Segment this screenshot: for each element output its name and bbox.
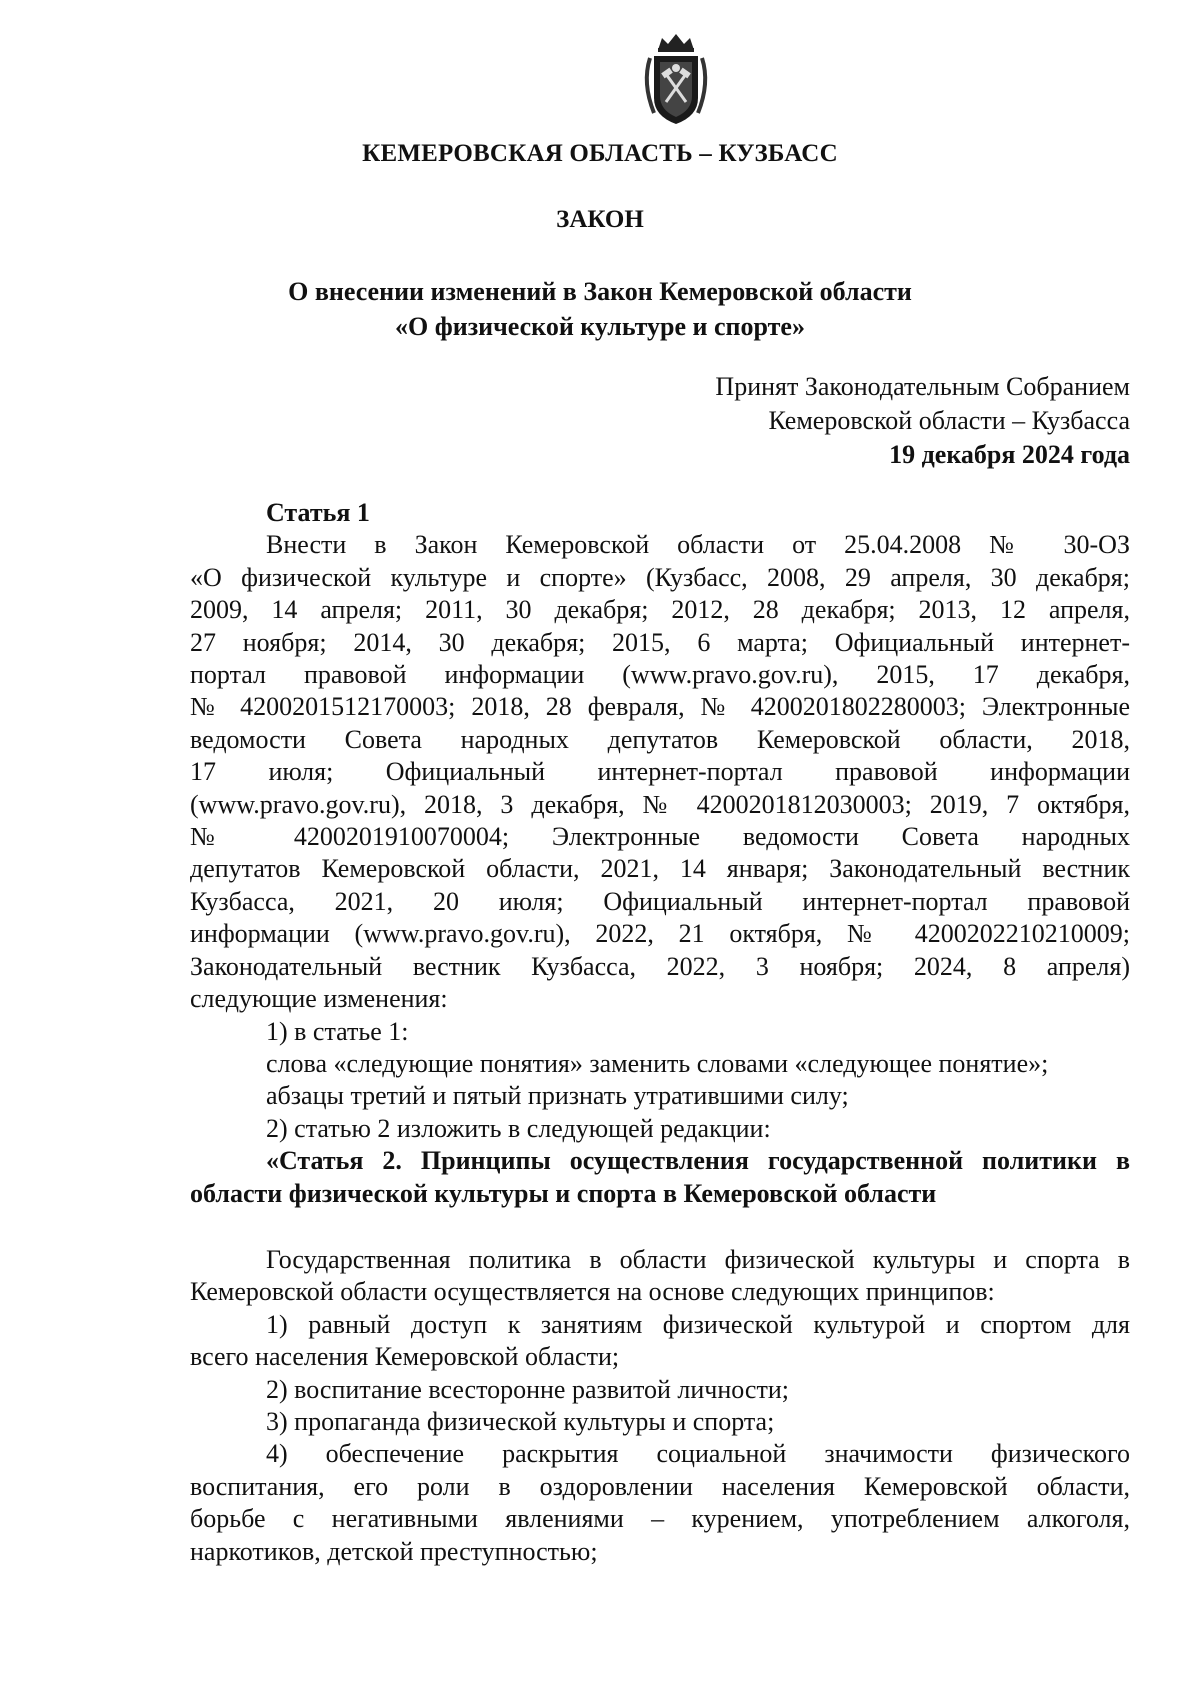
principle-item: 2) воспитание всесторонне развитой личности; [266,1374,789,1404]
amendment-item: слова «следующие понятия» заменить словами «следующее понятие»; [266,1048,1049,1078]
text-line: № 4200201910070004; Электронные ведомости Совета народных [190,822,1130,852]
amendment-item: абзацы третий и пятый признать утратившими силу; [266,1081,849,1111]
text-line: 2009, 14 апреля; 2011, 30 декабря; 2012, 28 декабря; 2013, 12 апреля, [190,595,1130,625]
text-line: портал правовой информации (www.pravo.gov.ru), 2015, 17 декабря, [190,660,1130,690]
new-article-heading: области физической культуры и спорта в Кемеровской области [190,1178,937,1208]
article-heading: Статья 1 [266,498,370,527]
text-line: информации (www.pravo.gov.ru), 2022, 21 октября, № 4200202210210009; [190,919,1130,949]
region-heading: КЕМЕРОВСКАЯ ОБЛАСТЬ – КУЗБАСС [362,140,838,167]
principle-item: наркотиков, детской преступностью; [190,1536,598,1566]
principle-item: 4) обеспечение раскрытия социальной значимости физического [266,1439,1130,1469]
text-line: 27 ноября; 2014, 30 декабря; 2015, 6 марта; Официальный интернет- [190,627,1130,657]
coat-of-arms-icon [636,28,716,128]
amendment-item: 1) в статье 1: [266,1016,409,1046]
law-title-line: О внесении изменений в Закон Кемеровской области [288,277,912,306]
text-line: Внести в Закон Кемеровской области от 25.04.2008 № 30-ОЗ [266,530,1130,560]
principle-item: всего населения Кемеровской области; [190,1342,620,1372]
principle-item: борьбе с негативными явлениями – курением, употреблением алкоголя, [190,1504,1130,1534]
adoption-block [640,370,1130,472]
law-title-line: «О физической культуре и спорте» [395,312,805,341]
text-line: Государственная политика в области физической культуры и спорта в [266,1244,1130,1274]
new-article-heading: «Статья 2. Принципы осуществления государственной политики в [266,1146,1130,1176]
paragraph-gap [190,1210,1130,1244]
principle-item: 1) равный доступ к занятиям физической культурой и спортом для [266,1309,1130,1339]
law-title [0,274,1200,344]
text-line: депутатов Кемеровской области, 2021, 14 января; Законодательный вестник [190,854,1130,884]
text-line: № 4200201512170003; 2018, 28 февраля, № 4200201802280003; Электронные [190,692,1130,722]
adoption-line: Принят Законодательным Собранием [715,372,1130,401]
principle-item: воспитания, его роли в оздоровлении населения Кемеровской области, [190,1471,1130,1501]
text-line: Кемеровской области осуществляется на основе следующих принципов: [190,1277,995,1307]
amendment-item: 2) статью 2 изложить в следующей редакции: [266,1113,771,1143]
text-line: (www.pravo.gov.ru), 2018, 3 декабря, № 4200201812030003; 2019, 7 октября, [190,789,1130,819]
text-line: следующие изменения: [190,984,448,1014]
text-line: 17 июля; Официальный интернет-портал правовой информации [190,757,1130,787]
adoption-date: 19 декабря 2024 года [889,440,1130,469]
text-line: Законодательный вестник Кузбасса, 2022, 3 ноября; 2024, 8 апреля) [190,951,1130,981]
article-1 [190,497,1130,1568]
document-type: ЗАКОН [556,206,644,233]
principle-item: 3) пропаганда физической культуры и спорта; [266,1406,775,1436]
text-line: Кузбасса, 2021, 20 июля; Официальный интернет-портал правовой [190,886,1130,916]
text-line: ведомости Совета народных депутатов Кемеровской области, 2018, [190,724,1130,754]
text-line: «О физической культуре и спорте» (Кузбасс, 2008, 29 апреля, 30 декабря; [190,562,1130,592]
adoption-line: Кемеровской области – Кузбасса [768,406,1130,435]
